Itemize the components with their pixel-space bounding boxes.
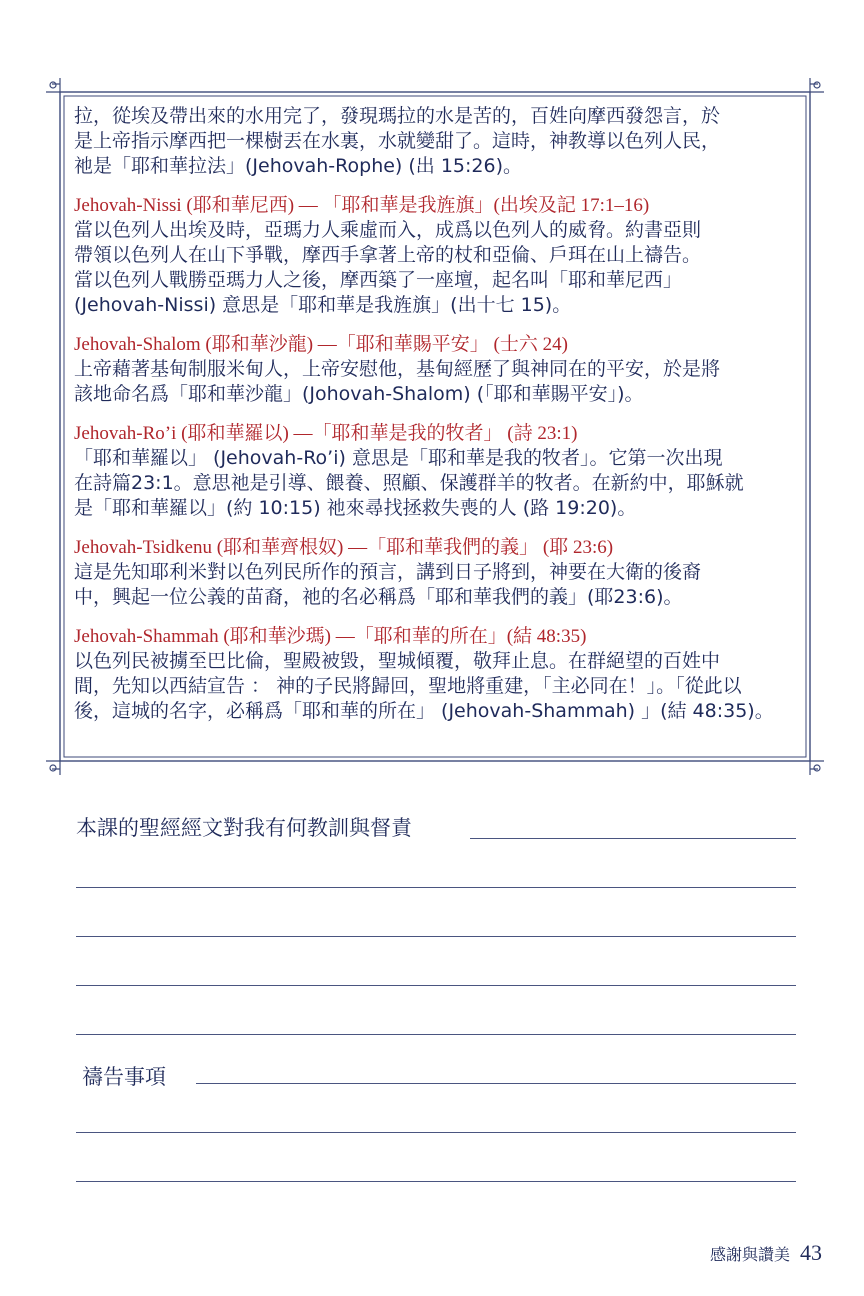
- intro-paragraph: [74, 104, 796, 179]
- entry-line: 帶領以色列人在山下爭戰，摩西手拿著上帝的杖和亞倫、戶珥在山上禱告。: [74, 244, 702, 266]
- writing-line[interactable]: [76, 1132, 796, 1133]
- entry-line: 這是先知耶利米對以色列民所作的預言，講到日子將到，神要在大衛的後裔: [74, 561, 702, 583]
- page-footer: [710, 1240, 822, 1266]
- passage-box: [74, 104, 796, 724]
- entry-line: 當以色列人戰勝亞瑪力人之後，摩西築了一座壇，起名叫「耶和華尼西」: [74, 269, 683, 291]
- prayer-items-label: 禱告事項: [82, 1065, 166, 1089]
- entry-line: 間，先知以西結宣告 ： 神的子民將歸回，聖地將重建，「主必同在！」。「從此以: [74, 675, 742, 697]
- entry-line: 在詩篇23:1。意思祂是引導、餵養、照顧、保護群羊的牧者。在新約中，耶穌就: [74, 472, 744, 494]
- writing-line[interactable]: [76, 985, 796, 986]
- intro-line: 拉，從埃及帶出來的水用完了，發現瑪拉的水是苦的，百姓向摩西發怨言，於: [74, 105, 721, 127]
- entry-line: (Jehovah-Nissi) 意思是「耶和華是我旌旗」(出十七 15)。: [74, 294, 572, 316]
- entry-line: 是「耶和華羅以」(約 10:15) 祂來尋找拯救失喪的人 (路 19:20)。: [74, 497, 637, 519]
- entry-jehovah-tsidkenu: [74, 535, 796, 610]
- entry-line: 上帝藉著基甸制服米甸人，上帝安慰他，基甸經歷了與神同在的平安，於是將: [74, 358, 721, 380]
- entry-line: 後，這城的名字，必稱爲「耶和華的所在」 (Jehovah-Shammah) 」(結 48:35)。: [74, 700, 774, 722]
- page-number: 43: [800, 1240, 822, 1265]
- lesson-prompt-label: 本課的聖經經文對我有何教訓與督責: [76, 816, 412, 840]
- writing-line[interactable]: [196, 1083, 796, 1084]
- intro-line: 是上帝指示摩西把一棵樹丟在水裏，水就變甜了。這時，神教導以色列人民，: [74, 130, 721, 152]
- entry-heading: Jehovah-Shammah (耶和華沙瑪) —「耶和華的所在」(結 48:35): [74, 626, 587, 647]
- entry-jehovah-roi: [74, 421, 796, 521]
- entry-heading: Jehovah-Ro’i (耶和華羅以) —「耶和華是我的牧者」 (詩 23:1): [74, 423, 578, 444]
- entry-line: 中，興起一位公義的苗裔，祂的名必稱爲「耶和華我們的義」(耶23:6)。: [74, 586, 683, 608]
- entry-line: 該地命名爲「耶和華沙龍」(Johovah-Shalom) (「耶和華賜平安」)。: [74, 383, 644, 405]
- intro-line: 祂是「耶和華拉法」(Jehovah-Rophe) (出 15:26)。: [74, 155, 522, 177]
- writing-line[interactable]: [76, 1181, 796, 1182]
- writing-line[interactable]: [76, 887, 796, 888]
- entry-heading: Jehovah-Nissi (耶和華尼西) — 「耶和華是我旌旗」(出埃及記 17:1–16): [74, 195, 650, 216]
- writing-line[interactable]: [76, 1034, 796, 1035]
- writing-line[interactable]: [76, 936, 796, 937]
- running-title: 感謝與讚美: [709, 1247, 790, 1264]
- entry-line: 「耶和華羅以」 (Jehovah-Ro’i) 意思是「耶和華是我的牧者」。它第一次出現: [74, 447, 723, 469]
- entry-jehovah-nissi: [74, 193, 796, 318]
- entry-heading: Jehovah-Shalom (耶和華沙龍) —「耶和華賜平安」 (士六 24): [74, 334, 568, 355]
- entry-jehovah-shalom: [74, 332, 796, 407]
- entry-line: 以色列民被擄至巴比倫，聖殿被毀，聖城傾覆，敬拜止息。在群絕望的百姓中: [74, 650, 721, 672]
- entry-heading: Jehovah-Tsidkenu (耶和華齊根奴) —「耶和華我們的義」 (耶 23:6): [74, 537, 614, 558]
- entry-jehovah-shammah: [74, 624, 796, 724]
- entry-line: 當以色列人出埃及時，亞瑪力人乘虛而入，成爲以色列人的威脅。約書亞則: [74, 219, 702, 241]
- writing-line[interactable]: [470, 838, 796, 839]
